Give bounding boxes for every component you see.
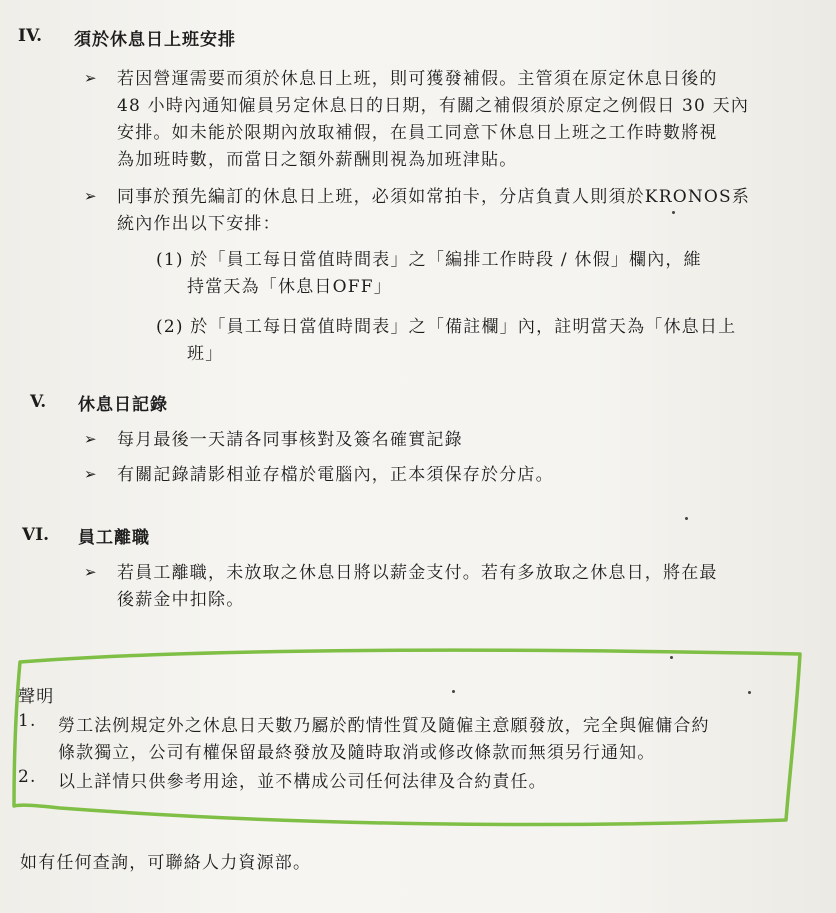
sub-item-2-line2: 班」 [187, 344, 224, 364]
section-iv-bullet1-line4: 為加班時數，而當日之額外薪酬則視為加班津貼。 [117, 150, 518, 170]
scan-speck [452, 690, 455, 693]
bullet-icon: ➢ [84, 563, 97, 581]
sub-item-1-line2: 持當天為「休息日OFF」 [187, 277, 392, 297]
section-iv-bullet1-line2: 48 小時內通知僱員另定休息日的日期，有關之補假須於原定之例假日 30 天內 [117, 96, 750, 116]
section-vi-title: 員工離職 [78, 528, 150, 548]
section-iv-number: IV. [18, 26, 43, 46]
declaration-item-1-number: 1. [18, 711, 37, 731]
sub-item-2-line1: (2) 於「員工每日當值時間表」之「備註欄」內，註明當天為「休息日上 [156, 317, 737, 337]
declaration-title: 聲明 [18, 687, 55, 707]
declaration-item-1-line1: 勞工法例規定外之休息日天數乃屬於酌情性質及隨僱主意願發放，完全與僱傭合約 [58, 716, 710, 736]
scan-speck [748, 691, 751, 694]
section-iv-title: 須於休息日上班安排 [74, 30, 236, 50]
section-iv-bullet1-line1: 若因營運需要而須於休息日上班，則可獲發補假。主管須在原定休息日後的 [117, 69, 718, 89]
scan-speck [672, 211, 675, 214]
section-v-number: V. [30, 392, 47, 412]
section-iv-bullet1-line3: 安排。如未能於限期內放取補假，在員工同意下休息日上班之工作時數將視 [117, 123, 718, 143]
section-vi-number: VI. [22, 525, 50, 545]
sub-item-1-line1: (1) 於「員工每日當值時間表」之「編排工作時段 / 休假」欄內，維 [156, 250, 702, 270]
section-iv-bullet2-line1: 同事於預先編訂的休息日上班，必須如常拍卡，分店負責人則須於KRONOS系 [117, 187, 751, 207]
section-vi-bullet1-line2: 後薪金中扣除。 [117, 590, 245, 610]
section-v-title: 休息日記錄 [78, 395, 168, 415]
declaration-item-2-number: 2. [18, 767, 37, 787]
bullet-icon: ➢ [84, 430, 97, 448]
declaration-item-2-line1: 以上詳情只供參考用途，並不構成公司任何法律及合約責任。 [58, 772, 547, 792]
scan-speck [670, 656, 673, 659]
section-vi-bullet1-line1: 若員工離職，未放取之休息日將以薪金支付。若有多放取之休息日，將在最 [117, 563, 718, 583]
scan-speck [685, 517, 688, 520]
declaration-item-1-line2: 條款獨立，公司有權保留最終發放及隨時取消或修改條款而無須另行通知。 [58, 743, 656, 763]
bullet-icon: ➢ [84, 187, 97, 205]
section-v-bullet2: 有關記錄請影相並存檔於電腦內，正本須保存於分店。 [117, 465, 554, 485]
section-v-bullet1: 每月最後一天請各同事核對及簽名確實記錄 [117, 430, 463, 450]
section-iv-bullet2-line2: 統內作出以下安排： [117, 214, 281, 234]
bullet-icon: ➢ [84, 69, 97, 87]
bullet-icon: ➢ [84, 465, 97, 483]
footer-contact: 如有任何查詢，可聯絡人力資源部。 [20, 853, 312, 873]
